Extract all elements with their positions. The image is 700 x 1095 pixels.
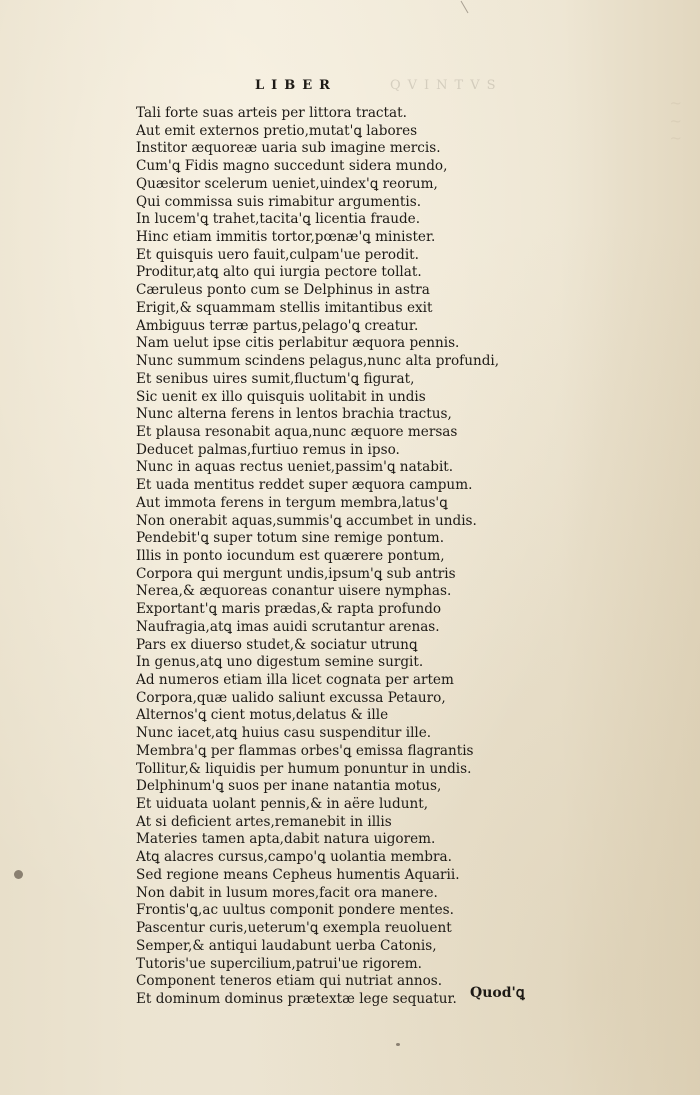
verse-line: Et quisquis uero fauit,culpam'ue perodit. (136, 246, 419, 263)
verse-line: Aut immota ferens in tergum membra,latus'ꝗ (136, 494, 448, 511)
verse-line: Et senibus uires sumit,fluctum'ꝗ figurat, (136, 370, 415, 387)
verse-line: Et plausa resonabit aqua,nunc æquore mersas (136, 423, 458, 440)
verse-line: Tutoris'ue supercilium,patrui'ue rigorem. (136, 955, 422, 972)
verse-line: Corpora,quæ ualido saliunt excussa Petauro, (136, 689, 446, 706)
verse-line: Erigit,& squammam stellis imitantibus exit (136, 299, 433, 316)
verse-line: Et uada mentitus reddet super æquora campum. (136, 477, 473, 494)
verse-line: Alternos'ꝗ cient motus,delatus & ille (136, 707, 389, 724)
show-through-text: ~ ~ ~ (669, 95, 682, 148)
verse-line: Nunc iacet,atꝗ huius casu suspenditur ille. (136, 725, 432, 742)
verse-line: Nerea,& æquoreas conantur uisere nymphas. (136, 583, 452, 600)
verse-line: Tollitur,& liquidis per humum ponuntur in undis. (136, 760, 472, 777)
verse-line: Sed regione means Cepheus humentis Aquarii. (136, 866, 460, 883)
verse-line: Ad numeros etiam illa licet cognata per artem (136, 672, 454, 688)
verse-line: Component teneros etiam qui nutriat annos. (136, 973, 443, 990)
verse-line: Nam uelut ipse citis perlabitur æquora pennis. (136, 335, 460, 352)
verse-line: Naufragia,atꝗ imas auidi scrutantur arenas. (136, 618, 440, 635)
verse-line: Nunc in aquas rectus ueniet,passim'ꝗ natabit. (136, 459, 454, 476)
running-head-show-through: QVINTVS (390, 78, 503, 93)
verse-line: Deducet palmas,furtiuo remus in ipso. (136, 441, 400, 458)
verse-line: Pars ex diuerso studet,& sociatur utrunꝗ (136, 636, 418, 653)
verse-line: Aut emit externos pretio,mutat'ꝗ labores (136, 122, 418, 139)
verse-line: Nunc summum scindens pelagus,nunc alta profundi, (136, 353, 500, 370)
verse-line: Qui commissa suis rimabitur argumentis. (136, 193, 422, 210)
verse-line: Materies tamen apta,dabit natura uigorem. (136, 831, 436, 848)
verse-line: Membra'ꝗ per flammas orbes'ꝗ emissa flagrantis (136, 742, 474, 759)
catchword: Quod'ꝗ (470, 985, 525, 1001)
ink-speck (396, 1043, 400, 1046)
ink-stain (14, 870, 23, 879)
verse-line: In lucem'ꝗ trahet,tacita'ꝗ licentia fraude. (136, 211, 421, 228)
verse-line: Illis in ponto iocundum est quærere pontum, (136, 547, 445, 564)
verse-line: Et uiduata uolant pennis,& in aëre ludunt, (136, 796, 429, 813)
verse-line: Proditur,atꝗ alto qui iurgia pectore tollat. (136, 264, 422, 281)
verse-line: Cum'ꝗ Fidis magno succedunt sidera mundo, (136, 158, 448, 175)
verse-line: In genus,atꝗ uno digestum semine surgit. (136, 654, 424, 671)
verse-line: Cæruleus ponto cum se Delphinus in astra (136, 282, 430, 299)
verse-line: Nunc alterna ferens in lentos brachia tractus, (136, 406, 452, 423)
verse-line: Frontis'ꝗ,ac uultus componit pondere mentes. (136, 902, 454, 919)
verse-line: Et dominum dominus prætextæ lege sequatur. (136, 990, 457, 1007)
verse-line: Non dabit in lusum mores,facit ora manere. (136, 884, 438, 901)
verse-line: Hinc etiam immitis tortor,pœnæ'ꝗ minister. (136, 229, 436, 246)
verse-line: Atꝗ alacres cursus,campo'ꝗ uolantia membra. (136, 849, 452, 866)
verse-line: At si deficient artes,remanebit in illis (136, 813, 392, 830)
verse-line: Non onerabit aquas,summis'ꝗ accumbet in undis. (136, 512, 477, 529)
verse-line: Semper,& antiqui laudabunt uerba Catonis, (136, 937, 437, 954)
verse-line: Pascentur curis,ueterum'ꝗ exempla reuoluent (136, 920, 452, 937)
running-head: LIBER (255, 78, 337, 93)
verse-line: Tali forte suas arteis per littora tractat. (136, 105, 407, 121)
page-mark (461, 1, 469, 14)
verse-line: Pendebit'ꝗ super totum sine remige pontum. (136, 530, 445, 547)
verse-line: Corpora qui mergunt undis,ipsum'ꝗ sub antris (136, 565, 456, 582)
verse-line: Exportant'ꝗ maris prædas,& rapta profundo (136, 601, 442, 618)
verse-line: Quæsitor scelerum ueniet,uindex'ꝗ reorum, (136, 175, 438, 192)
verse-line: Sic uenit ex illo quisquis uolitabit in undis (136, 388, 426, 405)
verse-line: Delphinum'ꝗ suos per inane natantia motus, (136, 778, 442, 795)
verse-line: Institor æquoreæ uaria sub imagine mercis. (136, 140, 441, 157)
verse-line: Ambiguus terræ partus,pelago'ꝗ creatur. (136, 317, 419, 334)
